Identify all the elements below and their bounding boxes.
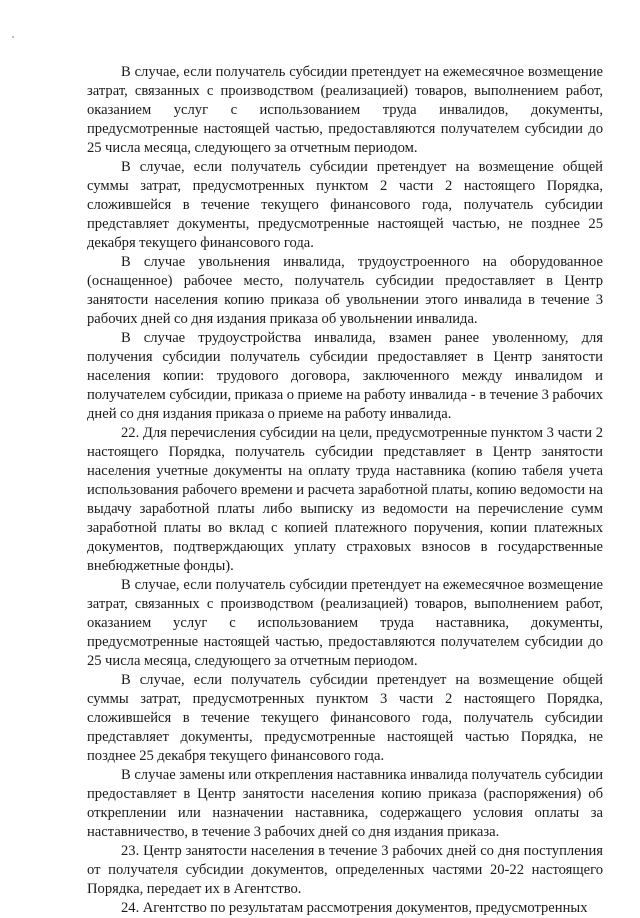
paragraph: В случае, если получатель субсидии претендует на ежемесячное возмещение затрат, связанных с производством (реализацией) товаров, выполнением работ, оказанием услуг с использованием труда наставника, документы, предусмотренные настоящей частью, предоставляются получателем субсидии до 25 числа месяца, следующего за отчетным периодом. xyxy=(87,577,603,669)
scan-mark xyxy=(12,36,14,38)
document-body xyxy=(87,63,603,918)
paragraph: В случае, если получатель субсидии претендует на возмещение общей суммы затрат, предусмотренных пунктом 2 части 2 настоящего Порядка, сложившейся в течение текущего финансового года, получатель субсидии представляет документы, предусмотренные настоящей частью, не позднее 25 декабря текущего финансового года. xyxy=(87,159,603,251)
paragraph: В случае, если получатель субсидии претендует на возмещение общей суммы затрат, предусмотренных пунктом 3 части 2 настоящего Порядка, сложившейся в течение текущего финансового года, получатель субсидии представляет документы, предусмотренные настоящей частью Порядка, не позднее 25 декабря текущего финансового года. xyxy=(87,672,603,764)
paragraph: 22. Для перечисления субсидии на цели, предусмотренные пунктом 3 части 2 настоящего Порядка, получатель субсидии представляет в Центр занятости населения учетные документы на оплату труда наставника (копию табеля учета использования рабочего времени и расчета заработной платы, копию ведомости на выдачу заработной платы либо выписку из ведомости на перечисление сумм заработной платы во вклад с копией платежного поручения, копии платежных документов, подтверждающих уплату страховых взносов в государственные внебюджетные фонды). xyxy=(87,425,603,574)
paragraph: 23. Центр занятости населения в течение 3 рабочих дней со дня поступления от получателя субсидии документов, определенных частями 20-22 настоящего Порядка, передает их в Агентство. xyxy=(87,843,603,897)
paragraph: В случае трудоустройства инвалида, взамен ранее уволенному, для получения субсидии получатель субсидии предоставляет в Центр занятости населения копии: трудового договора, заключенного между инвалидом и получателем субсидии, приказа о приеме на работу инвалида - в течение 3 рабочих дней со дня издания приказа о приеме на работу инвалида. xyxy=(87,330,603,422)
paragraph: В случае, если получатель субсидии претендует на ежемесячное возмещение затрат, связанных с производством (реализацией) товаров, выполнением работ, оказанием услуг с использованием труда инвалидов, документы, предусмотренные настоящей частью, предоставляются получателем субсидии до 25 числа месяца, следующего за отчетным периодом. xyxy=(87,64,603,156)
paragraph: В случае увольнения инвалида, трудоустроенного на оборудованное (оснащенное) рабочее место, получатель субсидии предоставляет в Центр занятости населения копию приказа об увольнении этого инвалида в течение 3 рабочих дней со дня издания приказа об увольнении инвалида. xyxy=(87,254,603,327)
paragraph: 24. Агентство по результатам рассмотрения документов, предусмотренных xyxy=(121,900,588,916)
paragraph: В случае замены или открепления наставника инвалида получатель субсидии предоставляет в Центр занятости населения копию приказа (распоряжения) об откреплении или назначении наставника, содержащего условия оплаты за наставничество, в течение 3 рабочих дней со дня издания приказа. xyxy=(87,767,603,840)
